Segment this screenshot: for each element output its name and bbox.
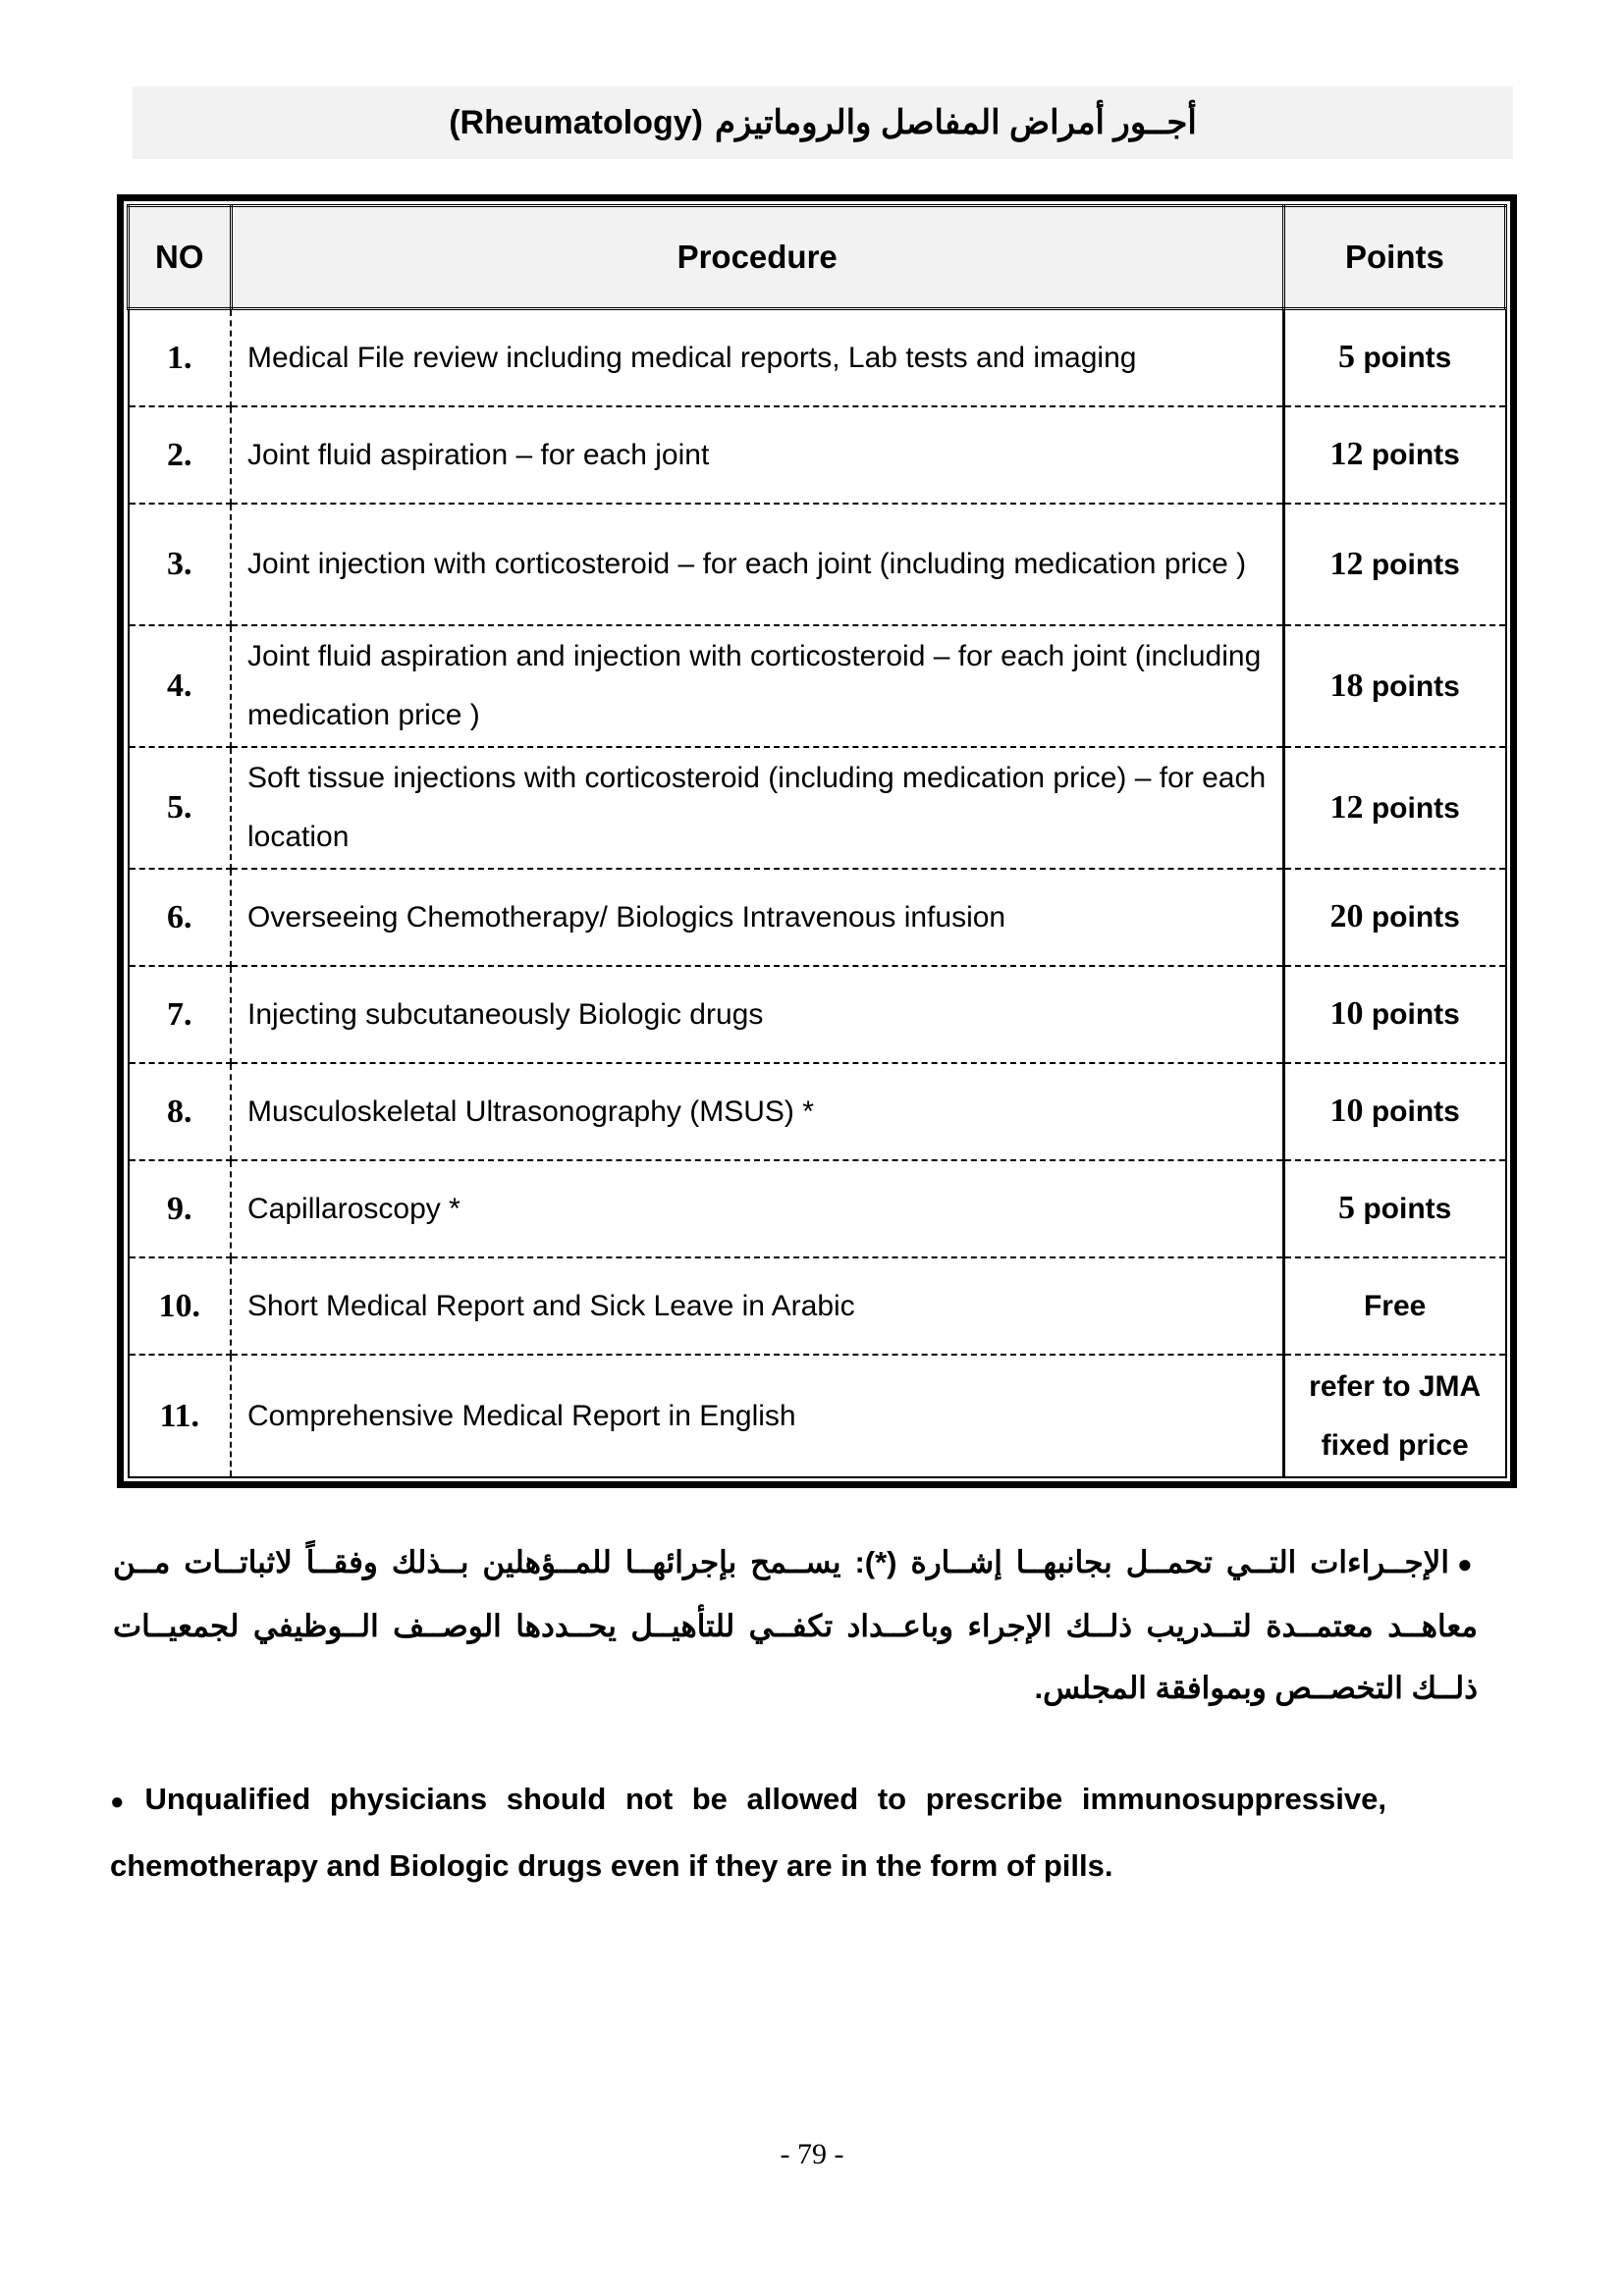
table-header-row: [129, 206, 1506, 309]
table-row: [129, 625, 1506, 747]
procedure-cell: Injecting subcutaneously Biologic drugs: [231, 966, 1283, 1063]
points-cell: [1283, 625, 1505, 747]
table-row: [129, 747, 1506, 869]
procedure-cell: Short Medical Report and Sick Leave in Arabic: [231, 1257, 1283, 1355]
procedure-cell: Soft tissue injections with corticosteroid (including medication price) – for each location: [231, 747, 1283, 869]
procedure-cell: Joint fluid aspiration – for each joint: [231, 406, 1283, 504]
points-value: 10: [1329, 995, 1364, 1032]
points-unit: refer to JMA fixed price: [1309, 1370, 1482, 1462]
bullet-icon: ●: [110, 1789, 135, 1815]
table-row: [129, 1257, 1506, 1355]
table-row: [129, 1355, 1506, 1477]
points-value: 12: [1329, 436, 1364, 472]
points-cell: [1283, 1160, 1505, 1257]
row-number: 9.: [129, 1160, 232, 1257]
points-cell: [1283, 1355, 1505, 1477]
row-number: 7.: [129, 966, 232, 1063]
points-cell: [1283, 309, 1505, 407]
points-cell: [1283, 869, 1505, 966]
page-title: [133, 86, 1513, 159]
points-unit: points: [1371, 439, 1460, 471]
points-unit: points: [1371, 1095, 1460, 1128]
points-cell: [1283, 1257, 1505, 1355]
row-number: 5.: [129, 747, 232, 869]
bullet-icon: ●: [1456, 1549, 1478, 1578]
row-number: 10.: [129, 1257, 232, 1355]
row-number: 4.: [129, 625, 232, 747]
table-row: [129, 504, 1506, 625]
table-row: [129, 1063, 1506, 1160]
english-note: [110, 1767, 1386, 1897]
row-number: 11.: [129, 1355, 232, 1477]
points-cell: [1283, 406, 1505, 504]
english-note-text: Unqualified physicians should not be allowed to prescribe immunosuppressive, chemotherapy and Biologic drugs even if they are in the form of pills.: [110, 1782, 1386, 1883]
row-number: 8.: [129, 1063, 232, 1160]
table-row: [129, 966, 1506, 1063]
points-unit: points: [1371, 791, 1460, 825]
points-unit: points: [1371, 901, 1460, 934]
points-value: 20: [1329, 898, 1364, 934]
procedures-table-frame: [117, 194, 1517, 1488]
points-unit: points: [1371, 998, 1460, 1031]
procedure-cell: Comprehensive Medical Report in English: [231, 1355, 1283, 1477]
row-number: 2.: [129, 406, 232, 504]
points-unit: points: [1363, 1193, 1452, 1225]
points-cell: [1283, 1063, 1505, 1160]
row-number: 6.: [129, 869, 232, 966]
column-header-no: NO: [129, 206, 232, 309]
points-cell: [1283, 966, 1505, 1063]
title-arabic: أجــور أمراض المفاصل والروماتيزم: [714, 104, 1197, 141]
procedures-table: [127, 204, 1507, 1478]
points-value: 5: [1338, 339, 1355, 375]
table-row: [129, 869, 1506, 966]
points-unit: points: [1371, 548, 1460, 581]
table-row: [129, 1160, 1506, 1257]
procedure-cell: Capillaroscopy *: [231, 1160, 1283, 1257]
row-number: 3.: [129, 504, 232, 625]
procedure-cell: Overseeing Chemotherapy/ Biologics Intravenous infusion: [231, 869, 1283, 966]
points-value: 10: [1329, 1093, 1364, 1129]
column-header-points: Points: [1283, 206, 1505, 309]
row-number: 1.: [129, 309, 232, 407]
points-unit: points: [1363, 342, 1452, 374]
table-row: [129, 406, 1506, 504]
procedure-cell: Musculoskeletal Ultrasonography (MSUS) *: [231, 1063, 1283, 1160]
points-value: 12: [1329, 788, 1364, 826]
points-cell: [1283, 504, 1505, 625]
procedure-cell: Medical File review including medical reports, Lab tests and imaging: [231, 309, 1283, 407]
points-unit: Free: [1363, 1290, 1427, 1322]
arabic-note: [113, 1531, 1478, 1719]
procedure-cell: Joint fluid aspiration and injection with corticosteroid – for each joint (including medication price ): [231, 625, 1283, 747]
points-cell: [1283, 747, 1505, 869]
arabic-note-text: الإجــراءات التــي تحمــل بجانبهــا إشــارة (*): يســمح بإجرائهــا للمــؤهلين بــذلك وفقــاً لاثباتــات مــن معاهــد معتمــدة لتــدريب ذلــك الإجراء وباعــداد تكفــي للتأهيــل يحــددها الوصــف الــوظيفي لجمعيــات ذلــك التخصــص وبموافقة المجلس.: [113, 1545, 1478, 1705]
table-row: [129, 309, 1506, 407]
points-value: 18: [1329, 667, 1364, 704]
procedure-cell: Joint injection with corticosteroid – for each joint (including medication price ): [231, 504, 1283, 625]
page-number: - 79 -: [780, 2138, 844, 2170]
column-header-procedure: Procedure: [231, 206, 1283, 309]
points-unit: points: [1371, 669, 1460, 703]
points-value: 5: [1338, 1190, 1355, 1226]
title-english: (Rheumatology): [449, 103, 703, 141]
points-value: 12: [1329, 545, 1364, 582]
